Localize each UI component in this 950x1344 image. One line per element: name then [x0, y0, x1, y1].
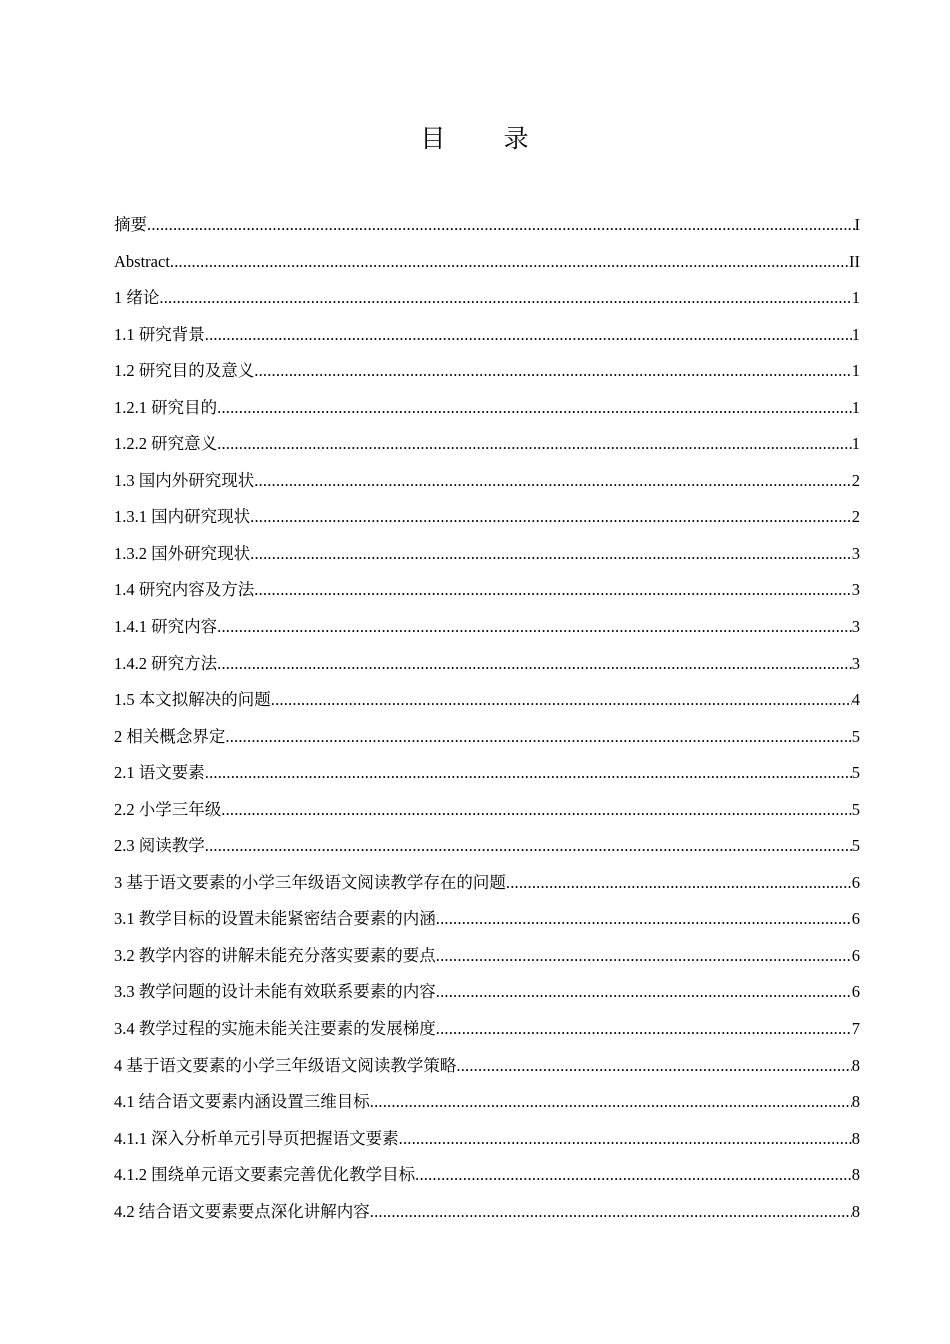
toc-entry[interactable] [114, 463, 860, 500]
toc-entry[interactable] [114, 609, 860, 646]
toc-dot-leader [205, 317, 852, 354]
toc-page-number: 8 [851, 1092, 860, 1112]
toc-entry[interactable] [114, 390, 860, 427]
toc-page-number: 1 [851, 324, 860, 344]
toc-page-number: 3 [851, 617, 860, 637]
toc-dot-leader [217, 426, 852, 463]
toc-dot-leader [271, 682, 852, 719]
toc-page-number: I [854, 215, 860, 234]
toc-dot-leader [205, 755, 852, 792]
toc-page-number: 8 [851, 1201, 860, 1221]
toc-entry-text: 3.4 教学过程的实施未能关注要素的发展梯度 [114, 1019, 436, 1039]
toc-dot-leader [170, 244, 849, 281]
toc-page-number: 8 [851, 1055, 860, 1075]
toc-list [114, 207, 860, 1230]
toc-page-number: 5 [851, 726, 860, 746]
toc-dot-leader [436, 938, 852, 975]
toc-entry-text: 3.3 教学问题的设计未能有效联系要素的内容 [114, 982, 436, 1002]
toc-entry[interactable] [114, 1084, 860, 1121]
toc-dot-leader [254, 353, 852, 390]
toc-dot-leader [217, 609, 852, 646]
toc-entry-text: 4.2 结合语文要素要点深化讲解内容 [114, 1201, 370, 1221]
toc-entry[interactable] [114, 646, 860, 683]
toc-dot-leader [205, 828, 852, 865]
toc-title: 目 录 [420, 126, 555, 153]
toc-dot-leader [159, 280, 851, 317]
toc-page-number: 7 [851, 1019, 860, 1039]
toc-entry[interactable] [114, 353, 860, 390]
toc-page-number: 6 [851, 909, 860, 929]
toc-page-number: 1 [851, 288, 860, 308]
toc-entry-text: 1.1 研究背景 [114, 324, 205, 344]
toc-dot-leader [456, 1048, 851, 1085]
toc-entry[interactable] [114, 1011, 860, 1048]
toc-entry-text: 1.3.1 国内研究现状 [114, 507, 251, 527]
toc-entry[interactable] [114, 865, 860, 902]
toc-entry-text: 1.3.2 国外研究现状 [114, 543, 251, 563]
toc-page-number: 1 [851, 361, 860, 381]
toc-page-number: 5 [851, 763, 860, 783]
toc-page-number: 5 [851, 836, 860, 856]
toc-dot-leader [254, 572, 852, 609]
toc-entry[interactable] [114, 1194, 860, 1231]
toc-entry[interactable] [114, 499, 860, 536]
toc-dot-leader [147, 207, 855, 244]
toc-entry[interactable] [114, 1048, 860, 1085]
toc-page-number: 6 [851, 982, 860, 1002]
toc-entry[interactable] [114, 828, 860, 865]
toc-entry[interactable] [114, 207, 860, 244]
toc-entry[interactable] [114, 901, 860, 938]
toc-page-number: 6 [851, 872, 860, 892]
toc-page-number: 5 [851, 799, 860, 819]
toc-entry[interactable] [114, 1121, 860, 1158]
toc-entry[interactable] [114, 536, 860, 573]
toc-page-number: 3 [851, 653, 860, 673]
toc-entry-text: 3.2 教学内容的讲解未能充分落实要素的要点 [114, 945, 436, 965]
toc-page-number: 4 [851, 690, 860, 710]
toc-page-number: 6 [851, 945, 860, 965]
toc-dot-leader [506, 865, 852, 902]
toc-entry-text: 1.2.1 研究目的 [114, 397, 218, 417]
toc-entry[interactable] [114, 1157, 860, 1194]
toc-entry-text: 1.5 本文拟解决的问题 [114, 690, 271, 710]
toc-dot-leader [221, 792, 852, 829]
toc-page-number: 2 [851, 470, 860, 490]
toc-page-number: 3 [851, 543, 860, 563]
toc-entry[interactable] [114, 938, 860, 975]
toc-entry-text: 摘要 [114, 215, 147, 234]
toc-dot-leader [217, 390, 852, 427]
toc-dot-leader [415, 1157, 852, 1194]
toc-entry-text: 4.1.2 围绕单元语文要素完善优化教学目标 [114, 1165, 416, 1185]
toc-entry[interactable] [114, 280, 860, 317]
toc-entry[interactable] [114, 974, 860, 1011]
toc-dot-leader [436, 901, 852, 938]
toc-dot-leader [217, 646, 852, 683]
toc-entry[interactable] [114, 682, 860, 719]
toc-dot-leader [254, 463, 852, 500]
toc-entry-text: 4 基于语文要素的小学三年级语文阅读教学策略 [114, 1055, 457, 1075]
toc-entry-text: 2.3 阅读教学 [114, 836, 205, 856]
toc-dot-leader [370, 1084, 852, 1121]
toc-entry-text: 2 相关概念界定 [114, 726, 226, 746]
toc-page-number: 1 [851, 434, 860, 454]
toc-dot-leader [370, 1194, 852, 1231]
toc-entry-text: 1.4.2 研究方法 [114, 653, 218, 673]
toc-dot-leader [399, 1121, 852, 1158]
toc-dot-leader [250, 499, 852, 536]
toc-entry[interactable] [114, 426, 860, 463]
toc-dot-leader [250, 536, 852, 573]
toc-page-number: 3 [851, 580, 860, 600]
toc-entry-text: 1.4.1 研究内容 [114, 617, 218, 637]
toc-entry-text: 1.4 研究内容及方法 [114, 580, 255, 600]
toc-entry-text: 1.2.2 研究意义 [114, 434, 218, 454]
toc-entry-text: 1.2 研究目的及意义 [114, 361, 255, 381]
toc-entry-text: 2.1 语文要素 [114, 763, 205, 783]
toc-page-number: 1 [851, 397, 860, 417]
toc-page-number: 8 [851, 1165, 860, 1185]
toc-entry-text: 3.1 教学目标的设置未能紧密结合要素的内涵 [114, 909, 436, 929]
toc-entry-text: 2.2 小学三年级 [114, 799, 222, 819]
toc-entry-text: 1 绪论 [114, 288, 160, 308]
toc-dot-leader [436, 974, 852, 1011]
toc-entry[interactable] [114, 572, 860, 609]
toc-page-number: II [849, 251, 860, 271]
toc-entry-text: 3 基于语文要素的小学三年级语文阅读教学存在的问题 [114, 872, 506, 892]
toc-page-number: 8 [851, 1128, 860, 1148]
toc-entry[interactable] [114, 792, 860, 829]
toc-page-number: 2 [851, 507, 860, 527]
toc-entry-text: 4.1 结合语文要素内涵设置三维目标 [114, 1092, 370, 1112]
toc-entry[interactable] [114, 719, 860, 756]
toc-dot-leader [225, 719, 851, 756]
toc-entry-text: 4.1.1 深入分析单元引导页把握语文要素 [114, 1128, 399, 1148]
toc-dot-leader [436, 1011, 852, 1048]
toc-entry-text: Abstract [114, 251, 170, 271]
toc-entry-text: 1.3 国内外研究现状 [114, 470, 255, 490]
toc-entry[interactable] [114, 755, 860, 792]
toc-entry[interactable] [114, 244, 860, 281]
toc-entry[interactable] [114, 317, 860, 354]
